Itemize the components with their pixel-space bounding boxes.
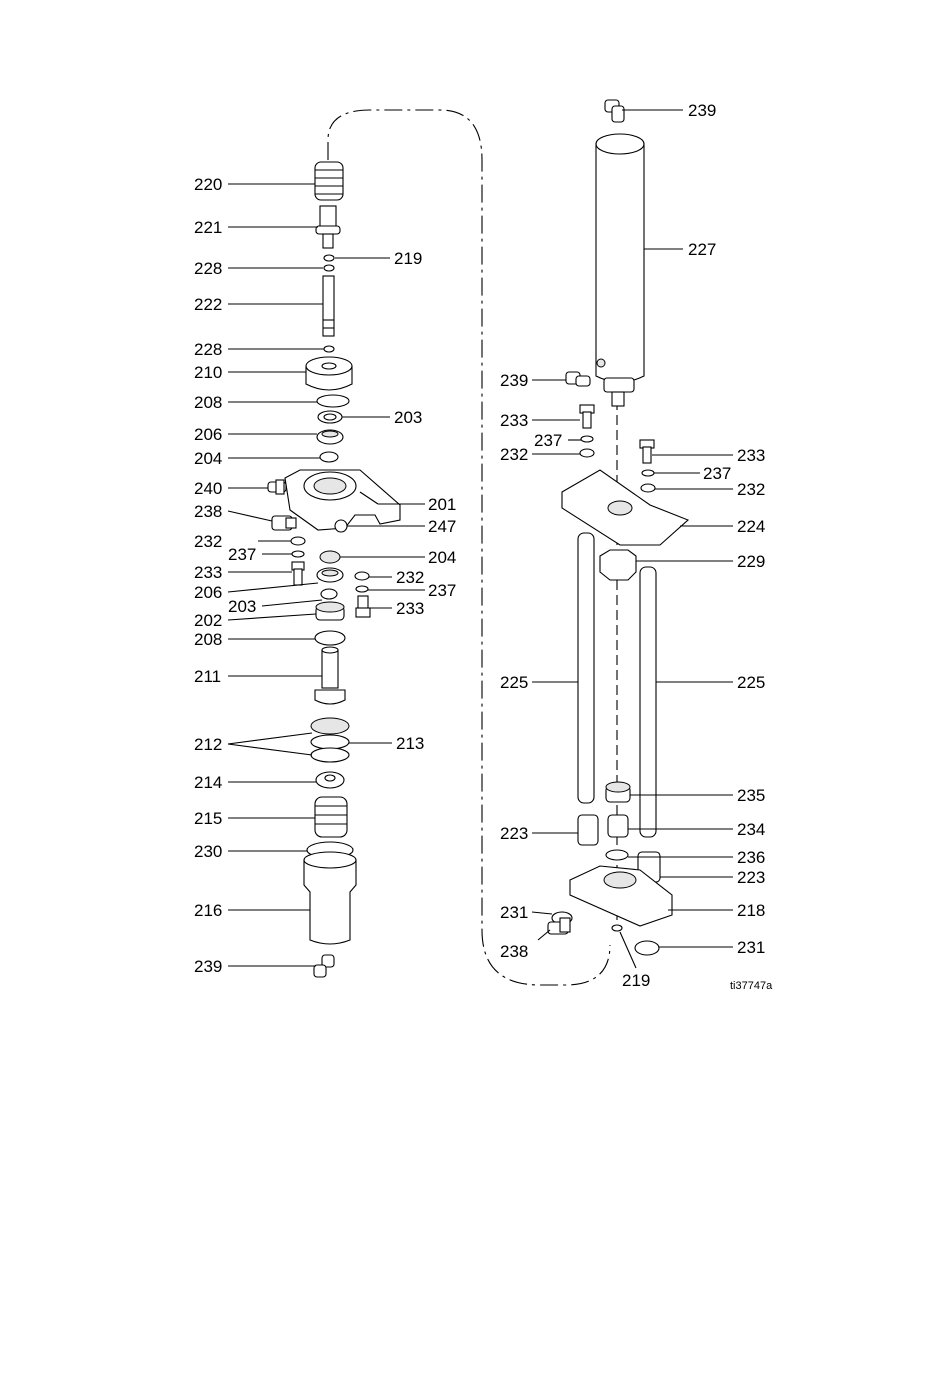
- label-208-b: 208: [194, 630, 223, 649]
- part-204-ring-top: [320, 452, 338, 462]
- label-210: 210: [194, 363, 223, 382]
- label-228-a: 228: [194, 259, 223, 278]
- label-233-b: 233: [396, 599, 425, 618]
- part-227-cylinder: [596, 134, 644, 406]
- label-232-b: 232: [396, 568, 425, 587]
- part-203-ring-top: [318, 411, 342, 423]
- label-237-b: 237: [428, 581, 457, 600]
- part-228-oring-bottom: [324, 346, 334, 352]
- part-232-washer-left: [291, 537, 305, 545]
- part-220-spring: [315, 162, 343, 200]
- label-214: 214: [194, 773, 223, 792]
- part-223-sleeve-left: [578, 815, 598, 845]
- label-232-a: 232: [194, 532, 223, 551]
- part-214-ring: [316, 772, 344, 788]
- label-218: 218: [737, 901, 766, 920]
- label-206-a: 206: [194, 425, 223, 444]
- label-239-c: 239: [500, 371, 529, 390]
- connection-dashed-line: [328, 110, 610, 985]
- part-231-oring-b: [635, 941, 659, 955]
- part-208-oring-top: [317, 395, 349, 407]
- label-233-d: 233: [737, 446, 766, 465]
- label-228-b: 228: [194, 340, 223, 359]
- part-206-seal-top: [317, 430, 343, 444]
- part-239-fitting-left: [314, 955, 334, 977]
- label-230: 230: [194, 842, 223, 861]
- label-212: 212: [194, 735, 223, 754]
- label-237-a: 237: [228, 545, 257, 564]
- part-202-gland: [316, 602, 344, 620]
- part-203-ring-bottom: [321, 589, 337, 599]
- label-202: 202: [194, 611, 223, 630]
- part-222-rod: [323, 276, 334, 336]
- part-235-nut: [606, 782, 630, 802]
- label-206-b: 206: [194, 583, 223, 602]
- part-239-fitting-top: [605, 100, 624, 122]
- part-233-bolt-left: [292, 562, 304, 585]
- label-225-b: 225: [737, 673, 766, 692]
- part-215-spring: [315, 797, 347, 837]
- part-219-oring-right: [612, 925, 622, 931]
- label-225-a: 225: [500, 673, 529, 692]
- label-237-d: 237: [703, 464, 732, 483]
- part-232-washer-a: [580, 449, 594, 457]
- label-216: 216: [194, 901, 223, 920]
- label-223-b: 223: [737, 868, 766, 887]
- part-228-oring-top: [324, 265, 334, 271]
- label-219: 219: [394, 249, 423, 268]
- label-224: 224: [737, 517, 766, 536]
- label-223-a: 223: [500, 824, 529, 843]
- label-229: 229: [737, 552, 766, 571]
- reference-id: ti37747a: [730, 980, 773, 992]
- part-239-fitting-side: [566, 372, 590, 386]
- part-240-fitting: [268, 480, 286, 494]
- part-237-washer-left: [292, 551, 304, 557]
- label-227: 227: [688, 240, 717, 259]
- part-237-washer-a: [581, 436, 593, 442]
- label-236: 236: [737, 848, 766, 867]
- label-232-d: 232: [737, 480, 766, 499]
- label-220: 220: [194, 175, 223, 194]
- label-208-a: 208: [194, 393, 223, 412]
- label-239-b: 239: [688, 101, 717, 120]
- label-237-c: 237: [534, 431, 563, 450]
- label-204-a: 204: [194, 449, 223, 468]
- part-210-nut: [306, 357, 352, 390]
- part-236-oring: [606, 850, 628, 860]
- label-231-b: 231: [737, 938, 766, 957]
- label-239-a: 239: [194, 957, 223, 976]
- part-225-rod-left: [578, 533, 594, 803]
- label-238-a: 238: [194, 502, 223, 521]
- label-221: 221: [194, 218, 223, 237]
- part-216-cylinder: [304, 852, 356, 944]
- label-213: 213: [396, 734, 425, 753]
- label-234: 234: [737, 820, 766, 839]
- label-222: 222: [194, 295, 223, 314]
- part-219-oring: [324, 255, 334, 261]
- part-233-bolt-right: [356, 596, 370, 617]
- part-229-nut: [600, 550, 636, 580]
- label-201: 201: [428, 495, 457, 514]
- label-203-b: 203: [228, 597, 257, 616]
- label-215: 215: [194, 809, 223, 828]
- part-234-sleeve: [608, 815, 628, 837]
- label-231-a: 231: [500, 903, 529, 922]
- label-219-b: 219: [622, 971, 651, 990]
- label-233-a: 233: [194, 563, 223, 582]
- part-204-ring-bottom: [320, 551, 340, 563]
- part-208-oring-bottom: [315, 631, 345, 645]
- label-235: 235: [737, 786, 766, 805]
- label-247: 247: [428, 517, 457, 536]
- part-237-washer-b: [642, 470, 654, 476]
- part-238-fitting: [272, 516, 296, 530]
- part-225-rod-right: [640, 567, 656, 837]
- part-232-washer-right: [355, 572, 369, 580]
- label-232-c: 232: [500, 445, 529, 464]
- part-237-washer-right: [356, 586, 368, 592]
- label-211: 211: [194, 667, 222, 686]
- label-204-b: 204: [428, 548, 457, 567]
- label-240: 240: [194, 479, 223, 498]
- part-212-213-seals: [311, 718, 349, 762]
- label-238-b: 238: [500, 942, 529, 961]
- part-206-seal-bottom: [317, 568, 343, 582]
- part-232-washer-b: [641, 484, 655, 492]
- part-221-plunger: [316, 206, 340, 248]
- part-233-bolt-a: [580, 405, 594, 428]
- label-203-a: 203: [394, 408, 423, 427]
- part-247-plug: [335, 520, 347, 532]
- part-233-bolt-b: [640, 440, 654, 463]
- label-233-c: 233: [500, 411, 529, 430]
